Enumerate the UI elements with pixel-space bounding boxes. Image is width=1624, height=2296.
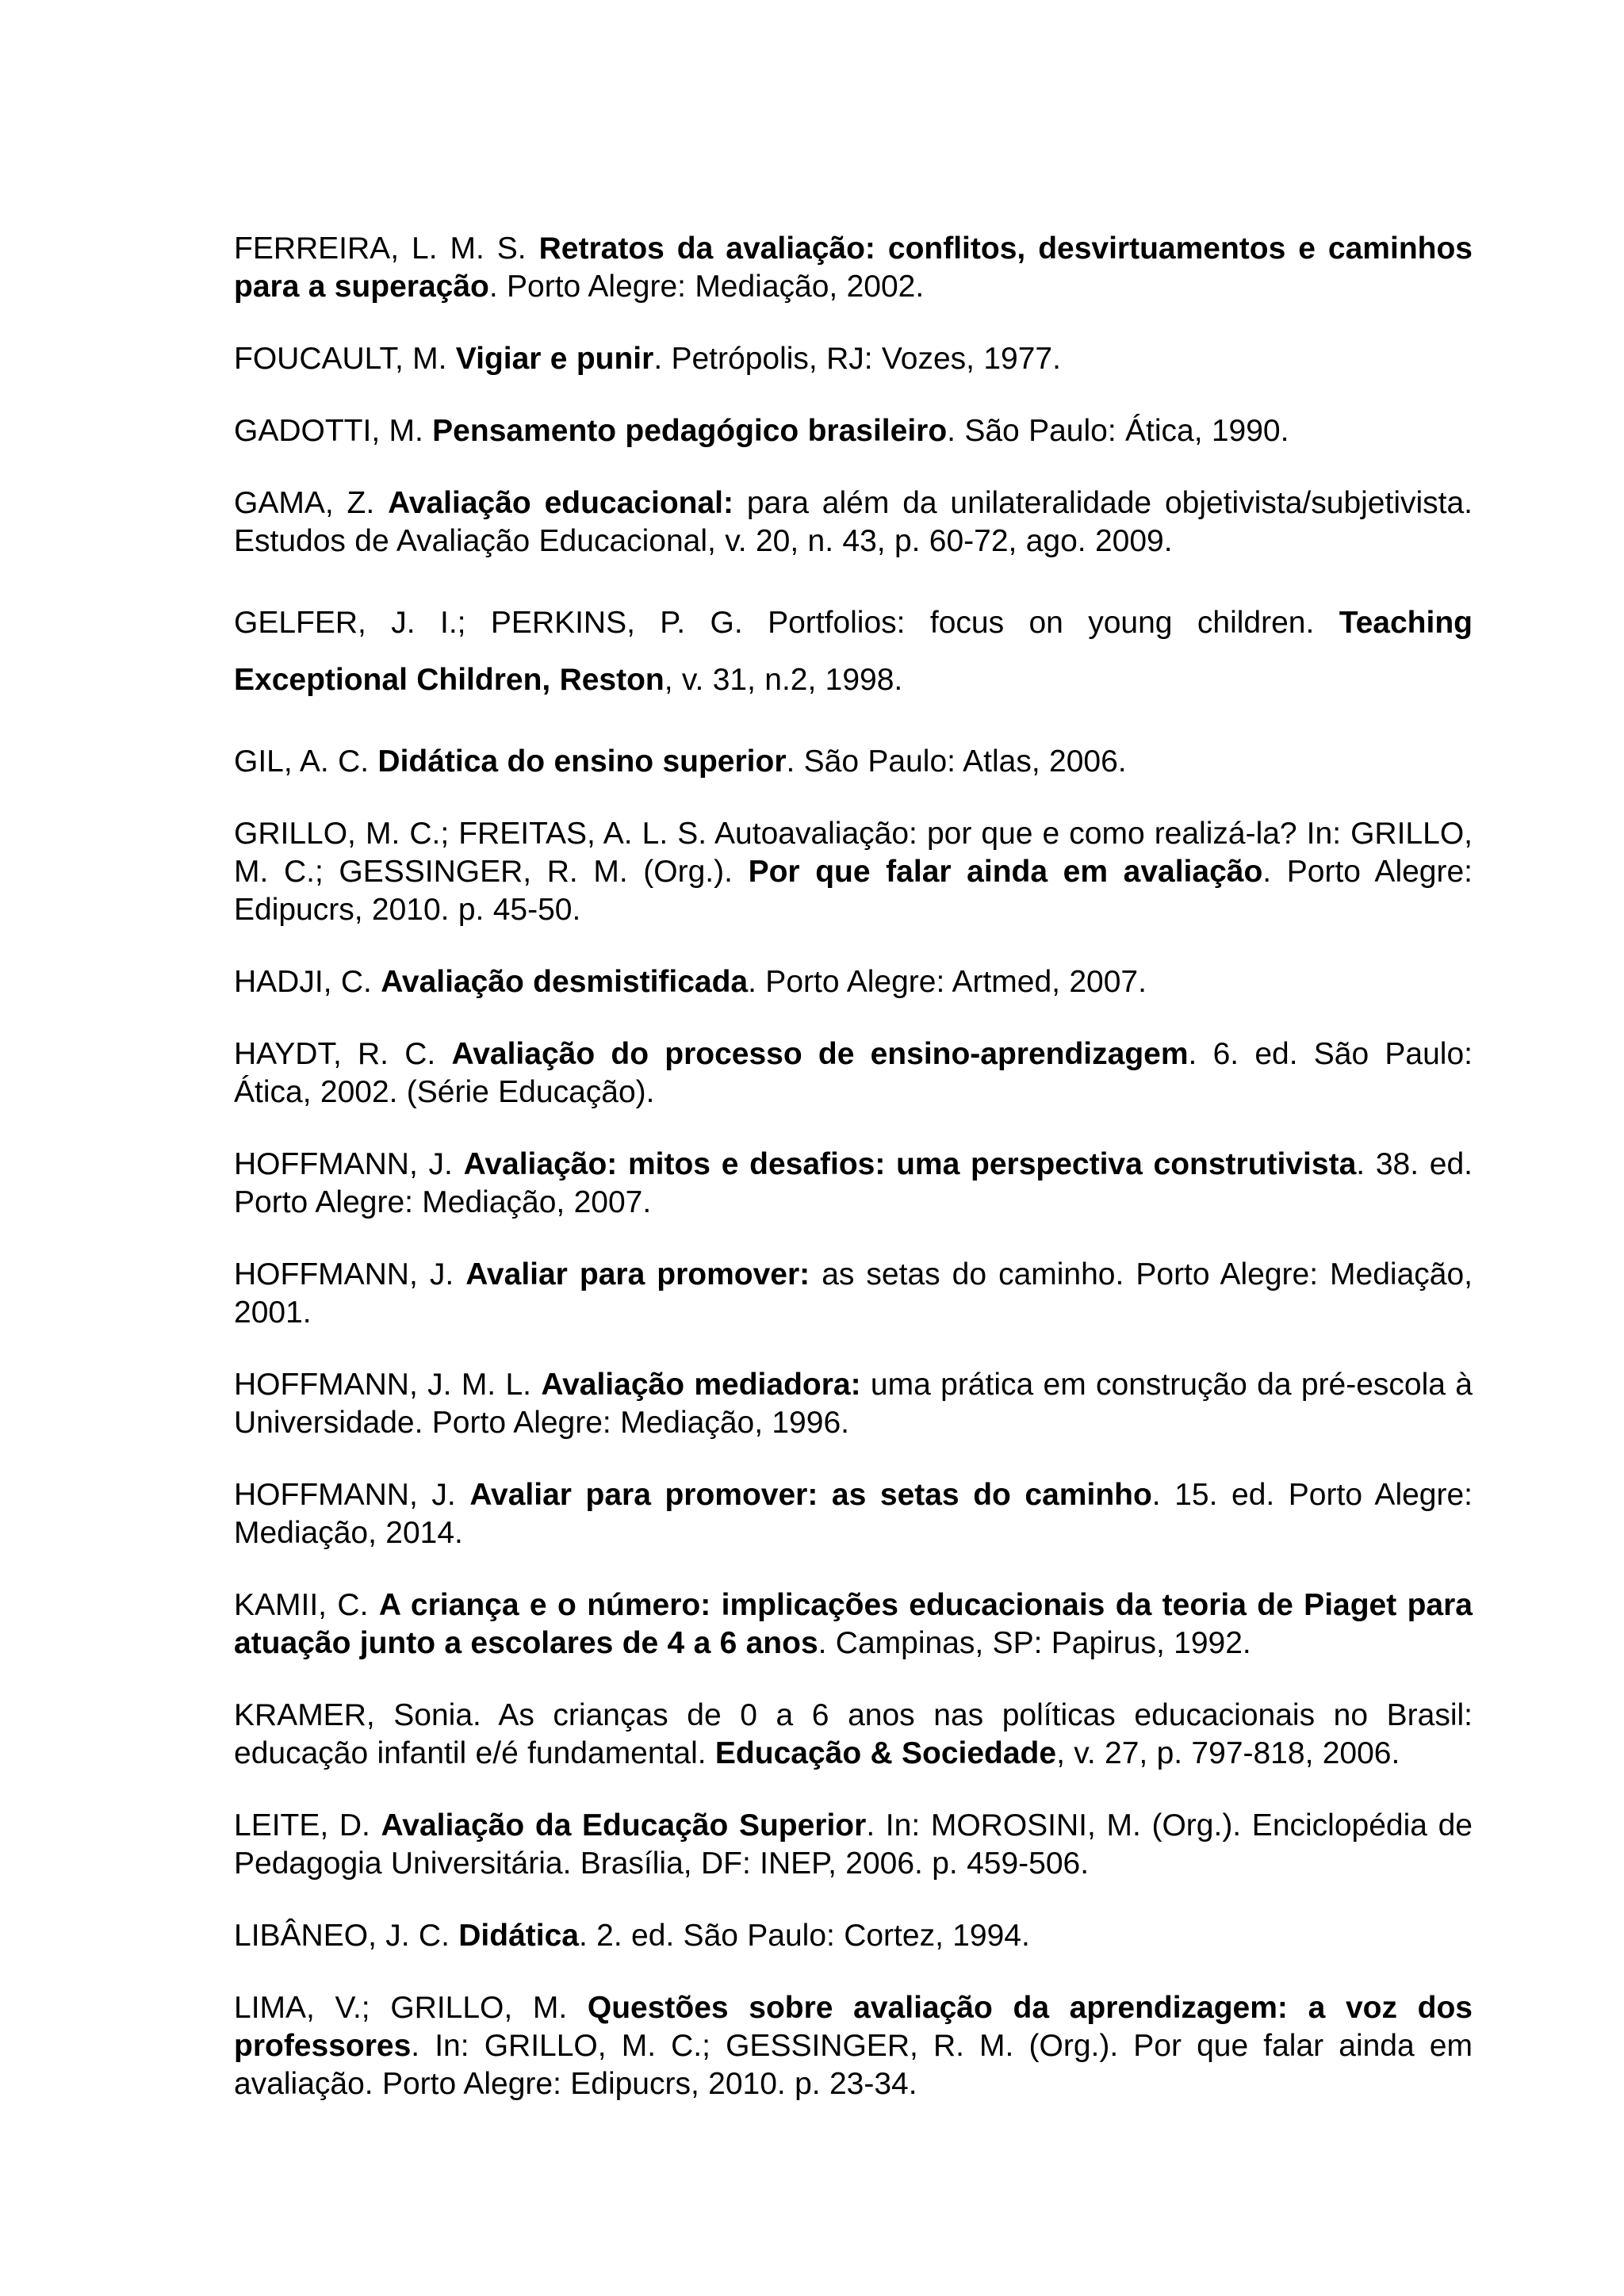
reference-entry-lima-grillo (234, 1989, 1473, 2103)
reference-title: Educação & Sociedade (714, 1736, 1057, 1770)
reference-details: . São Paulo: Atlas, 2006. (786, 744, 1127, 779)
reference-entry-hadji (234, 963, 1473, 1001)
reference-authors: LIMA, V.; GRILLO, M. (234, 1991, 588, 2025)
reference-list (234, 230, 1473, 2137)
reference-title: Avaliação educacional: (388, 486, 734, 520)
reference-authors: FOUCAULT, M. (234, 342, 456, 376)
reference-authors: KAMII, C. (234, 1588, 379, 1622)
reference-details: . 6. ed. São Paulo: Ática, 2002. (Série Educação). (234, 1037, 1473, 1109)
reference-details: . 38. ed. Porto Alegre: Mediação, 2007. (234, 1147, 1473, 1219)
reference-details: . São Paulo: Ática, 1990. (947, 414, 1289, 448)
reference-title: Avaliação da Educação Superior (381, 1808, 867, 1843)
reference-entry-gama (234, 484, 1473, 561)
reference-title: Por que falar ainda em avaliação (748, 855, 1263, 889)
reference-entry-gadotti (234, 412, 1473, 450)
reference-details: as setas do caminho. Porto Alegre: Mediação, 2001. (234, 1257, 1473, 1330)
reference-title: Avaliação do processo de ensino-aprendizagem (451, 1037, 1189, 1071)
reference-title: Didática (458, 1919, 579, 1953)
reference-entry-hoffmann-avaliar-2001 (234, 1256, 1473, 1332)
reference-title: Pensamento pedagógico brasileiro (432, 414, 948, 448)
reference-entry-kamii (234, 1586, 1473, 1663)
reference-title: A criança e o número: implicações educacionais da teoria de Piaget para atuação junto a escolares de 4 a 6 anos (234, 1588, 1473, 1660)
reference-authors: GIL, A. C. (234, 744, 378, 779)
reference-title: Avaliação mediadora: (541, 1368, 861, 1402)
reference-entry-hoffmann-avaliar-2014 (234, 1476, 1473, 1552)
reference-title: Avaliação desmistificada (381, 965, 749, 999)
reference-authors: GAMA, Z. (234, 486, 389, 520)
reference-authors: HOFFMANN, J. (234, 1478, 470, 1512)
reference-entry-gelfer (234, 595, 1473, 709)
reference-title: Vigiar e punir (455, 342, 654, 376)
reference-title: Avaliar para promover: (465, 1257, 810, 1292)
reference-entry-leite (234, 1807, 1473, 1883)
reference-title: Questões sobre avaliação da aprendizagem: a voz dos professores (234, 1991, 1473, 2063)
reference-authors: GELFER, J. I.; PERKINS, P. G. Portfolios: focus on young children. (234, 606, 1339, 640)
reference-title: Avaliar para promover: as setas do caminho (469, 1478, 1152, 1512)
reference-entry-hoffmann-mediadora (234, 1366, 1473, 1442)
reference-details: uma prática em construção da pré-escola à Universidade. Porto Alegre: Mediação, 1996. (234, 1368, 1473, 1440)
reference-details: , v. 27, p. 797-818, 2006. (1056, 1736, 1400, 1770)
reference-title: Teaching Exceptional Children, Reston (234, 606, 1473, 697)
reference-details: . Campinas, SP: Papirus, 1992. (818, 1626, 1251, 1660)
reference-title: Didática do ensino superior (377, 744, 787, 779)
reference-authors: GRILLO, M. C.; FREITAS, A. L. S. Autoavaliação: por que e como realizá-la? In: GRILLO, M. C.; GESSINGER, R. M. (Org.). (234, 817, 1473, 889)
reference-authors: KRAMER, Sonia. As crianças de 0 a 6 anos nas políticas educacionais no Brasil: educação infantil e/é fundamental. (234, 1698, 1473, 1770)
reference-details: . In: MOROSINI, M. (Org.). Enciclopédia de Pedagogia Universitária. Brasília, DF: INEP, 2006. p. 459-506. (234, 1808, 1473, 1881)
reference-entry-grillo-freitas (234, 815, 1473, 929)
reference-title: Retratos da avaliação: conflitos, desvirtuamentos e caminhos para a superação (234, 232, 1473, 304)
reference-authors: HOFFMANN, J. (234, 1257, 466, 1292)
reference-authors: HAYDT, R. C. (234, 1037, 452, 1071)
reference-details: . 15. ed. Porto Alegre: Mediação, 2014. (234, 1478, 1473, 1550)
reference-details: , v. 31, n.2, 1998. (664, 663, 903, 697)
reference-details: . 2. ed. São Paulo: Cortez, 1994. (578, 1919, 1030, 1953)
reference-entry-haydt (234, 1035, 1473, 1112)
reference-entry-ferreira (234, 230, 1473, 306)
reference-entry-foucault (234, 340, 1473, 378)
reference-entry-libaneo (234, 1917, 1473, 1955)
reference-authors: FERREIRA, L. M. S. (234, 232, 539, 266)
reference-entry-gil (234, 743, 1473, 781)
reference-authors: LEITE, D. (234, 1808, 381, 1843)
reference-authors: GADOTTI, M. (234, 414, 433, 448)
reference-authors: LIBÂNEO, J. C. (234, 1919, 459, 1953)
reference-title: Avaliação: mitos e desafios: uma perspectiva construtivista (463, 1147, 1357, 1181)
reference-details: . Porto Alegre: Edipucrs, 2010. p. 45-50. (234, 855, 1473, 927)
reference-entry-kramer (234, 1697, 1473, 1773)
reference-details: . In: GRILLO, M. C.; GESSINGER, R. M. (Org.). Por que falar ainda em avaliação. Porto Alegre: Edipucrs, 2010. p. 23-34. (234, 2029, 1473, 2101)
reference-authors: HOFFMANN, J. M. L. (234, 1368, 542, 1402)
reference-details: para além da unilateralidade objetivista/subjetivista. Estudos de Avaliação Educacional, v. 20, n. 43, p. 60-72, ago. 2009. (234, 486, 1473, 558)
reference-details: . Petrópolis, RJ: Vozes, 1977. (653, 342, 1061, 376)
reference-authors: HADJI, C. (234, 965, 381, 999)
reference-details: . Porto Alegre: Mediação, 2002. (488, 270, 925, 304)
reference-entry-hoffmann-mitos (234, 1146, 1473, 1222)
reference-authors: HOFFMANN, J. (234, 1147, 464, 1181)
reference-details: . Porto Alegre: Artmed, 2007. (748, 965, 1147, 999)
